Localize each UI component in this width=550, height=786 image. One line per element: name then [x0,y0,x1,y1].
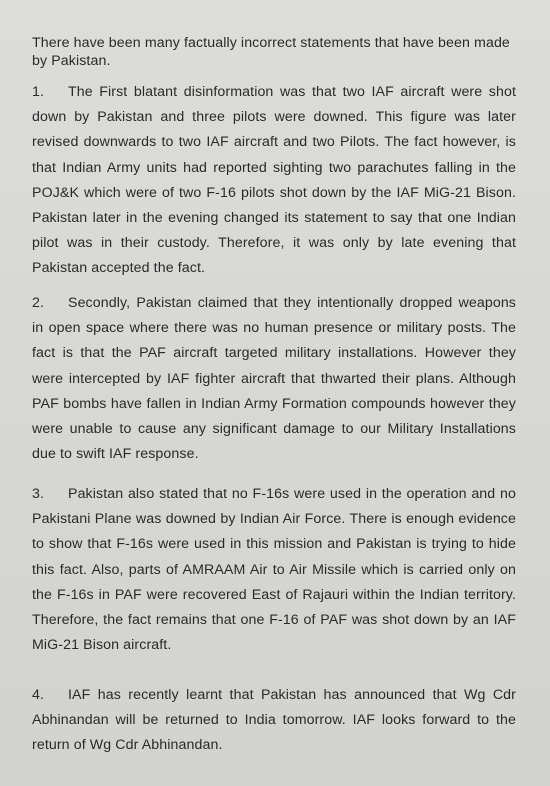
paragraph-1 [32,80,516,282]
paragraph-4-text: IAF has recently learnt that Pakistan has announced that Wg Cdr Abhinandan will be returned to India tomorrow. IAF looks forward to the return of Wg Cdr Abhinandan. [32,687,516,754]
paragraph-1-text: The First blatant disinformation was that two IAF aircraft were shot down by Pakistan and three pilots were downed. This figure was later revised downwards to two IAF aircraft and two Pilots. The fact however, is that Indian Army units had reported sighting two parachutes falling in the POJ&K which were of two F-16 pilots shot down by the IAF MiG-21 Bison. Pakistan later in the evening changed its statement to say that one Indian pilot was in their custody. Therefore, it was only by late evening that Pakistan accepted the fact. [32,84,516,277]
paragraph-3-text: Pakistan also stated that no F-16s were used in the operation and no Pakistani Plane was downed by Indian Air Force. There is enough evidence to show that F-16s were used in this mission and Pakistan is trying to hide this fact. Also, parts of AMRAAM Air to Air Missile which is carried only on the F-16s in PAF were recovered East of Rajauri within the Indian territory. Therefore, the fact remains that one F-16 of PAF was shot down by an IAF MiG-21 Bison aircraft. [32,486,516,654]
paragraph-3 [32,482,516,658]
intro-text: There have been many factually incorrect statements that have been made by Pakistan. [32,35,510,69]
paragraph-4 [32,683,516,759]
paragraph-1-number: 1. [32,84,45,100]
paragraph-2-text: Secondly, Pakistan claimed that they intentionally dropped weapons in open space where there was no human presence or military posts. The fact is that the PAF aircraft targeted military installations. However they were intercepted by IAF fighter aircraft that thwarted their plans. Although PAF bombs have fallen in Indian Army Formation compounds however they were unable to cause any significant damage to our Military Installations due to swift IAF response. [32,295,516,463]
paragraph-2 [32,291,516,467]
paragraph-4-number: 4. [32,687,45,703]
paragraph-3-number: 3. [32,486,45,502]
paragraph-2-number: 2. [32,295,45,311]
